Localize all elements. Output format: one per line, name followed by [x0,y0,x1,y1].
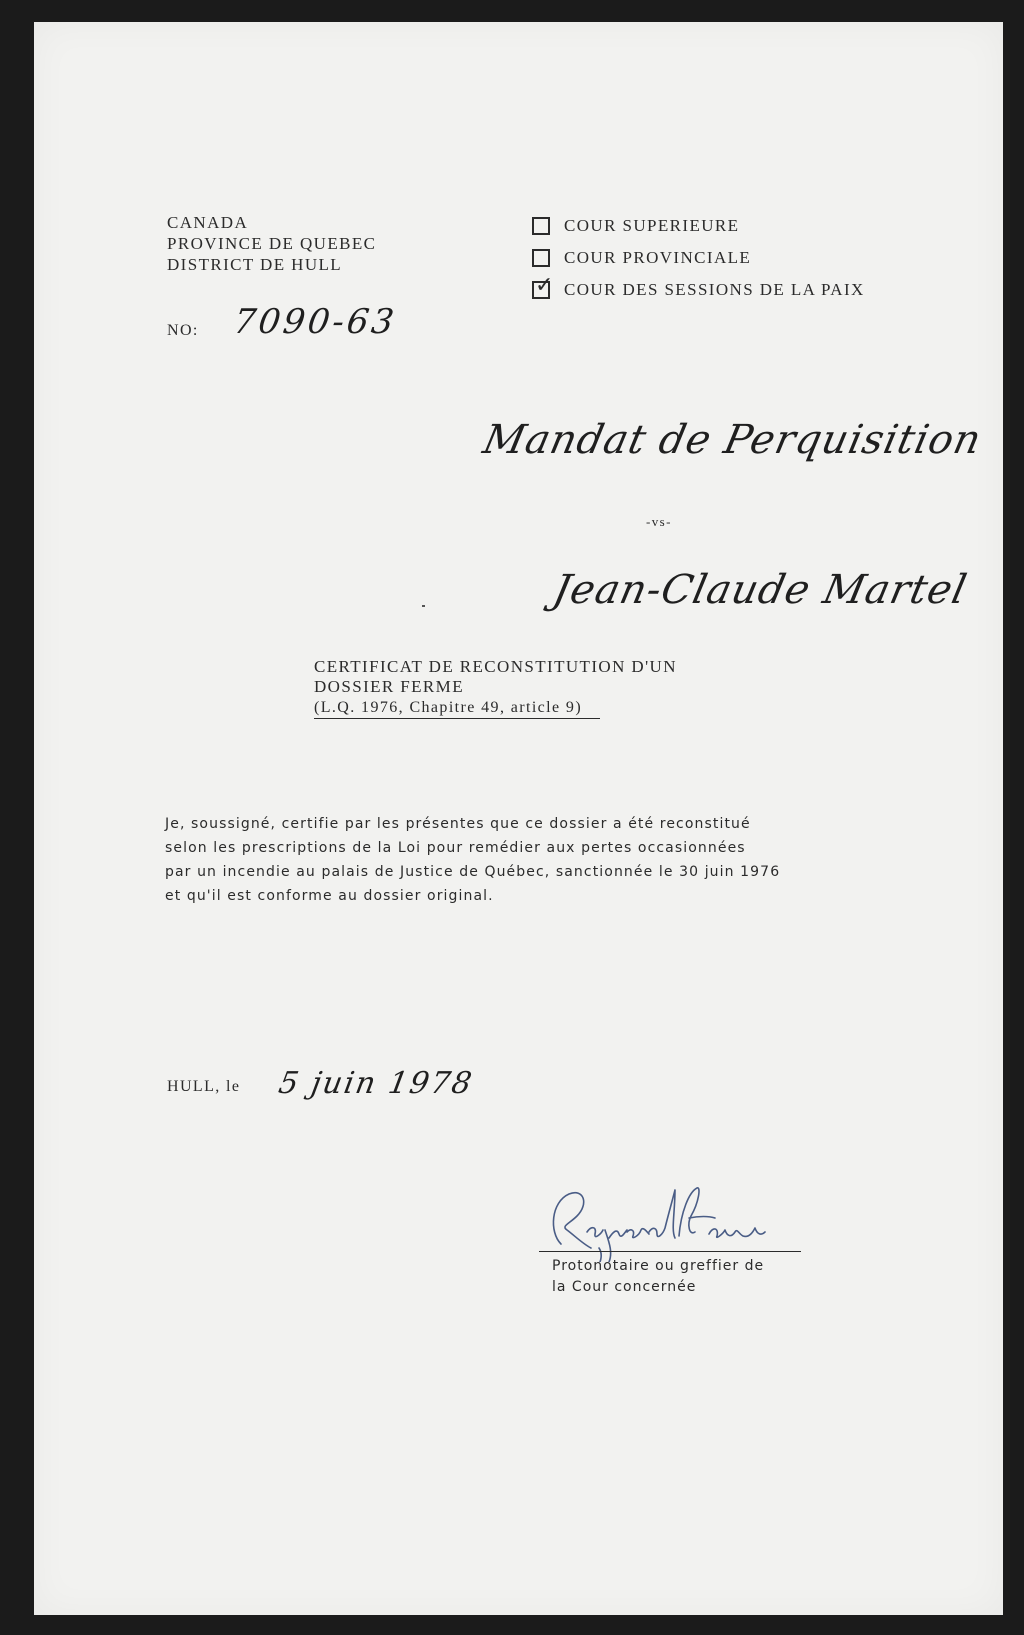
signature-caption [552,1256,764,1298]
signature-icon [539,1182,809,1262]
court-label: COUR SUPERIEURE [564,216,740,235]
body-line-1: Je, soussigné, certifie par les présentes que ce dossier a été reconstitué [165,816,751,832]
court-option-superieure [532,210,865,242]
jurisdiction-block [167,212,376,275]
court-checklist [532,210,865,306]
district: DISTRICT DE HULL [167,255,343,274]
certificate-line-2: DOSSIER FERME [314,677,464,696]
checkbox-provinciale [532,249,550,267]
court-option-sessions-paix [532,274,865,306]
caption-line-1: Protonotaire ou greffier de [552,1258,765,1274]
certificate-line-1: CERTIFICAT DE RECONSTITUTION D'UN [314,657,677,676]
file-number-label: NO: [167,322,199,339]
certificate-reference: (L.Q. 1976, Chapitre 49, article 9) [314,698,600,719]
file-number-handwritten: 7090-63 [231,302,400,342]
court-option-provinciale [532,242,865,274]
signature-image [539,1182,809,1262]
body-line-3: par un incendie au palais de Justice de Québec, sanctionnée le 30 juin 1976 [165,864,781,880]
body-line-4: et qu'il est conforme au dossier original. [165,888,494,904]
paper-speck [422,605,425,607]
checkmark-icon: ✓ [535,273,555,298]
party-name-handwritten: Jean-Claude Martel [549,567,972,613]
caption-line-2: la Cour concernée [552,1279,697,1295]
body-line-2: selon les prescriptions de la Loi pour remédier aux pertes occasionnées [165,840,746,856]
document-page [34,22,1003,1615]
certificate-heading [314,657,677,719]
court-label: COUR DES SESSIONS DE LA PAIX [564,280,865,299]
date-handwritten: 5 juin 1978 [275,1066,477,1101]
case-title-handwritten: Mandat de Perquisition [479,417,986,463]
checkbox-sessions-paix [532,273,555,299]
checkbox-superieure [532,217,550,235]
court-label: COUR PROVINCIALE [564,248,752,267]
signature-line [539,1251,801,1252]
place-label: HULL, le [167,1078,241,1095]
certification-text [165,812,865,908]
versus-label: -vs- [646,514,672,529]
country: CANADA [167,213,249,232]
province: PROVINCE DE QUEBEC [167,234,377,253]
